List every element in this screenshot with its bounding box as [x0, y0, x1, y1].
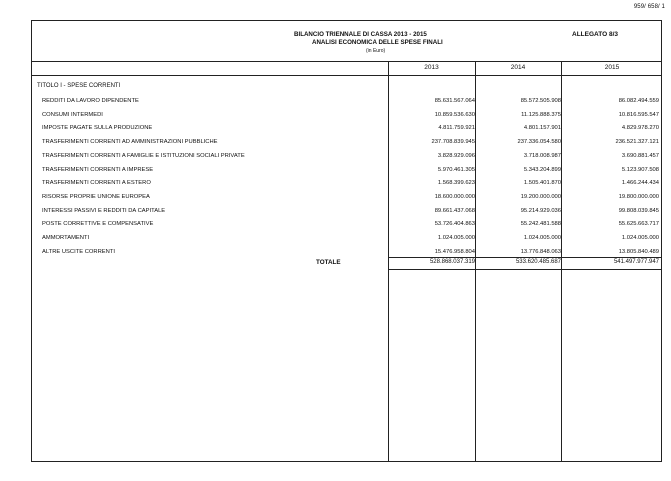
row-value-2014: 1.024.005.000 [523, 235, 561, 241]
year-header-2015: 2015 [604, 64, 620, 71]
report-title: BILANCIO TRIENNALE DI CASSA 2013 - 2015 [294, 31, 427, 38]
row-value-2015: 10.816.595.547 [618, 111, 659, 118]
row-label: TRASFERIMENTI CORRENTI A IMPRESE [42, 166, 154, 173]
row-value-2014: 237.336.054.580 [517, 139, 561, 146]
total-divider [388, 269, 661, 270]
report-table [31, 20, 662, 462]
row-value-2014: 13.776.848.063 [520, 248, 561, 255]
table-row [32, 208, 661, 219]
row-label: TRASFERIMENTI CORRENTI A ESTERO [42, 180, 151, 187]
row-value-2013: 4.811.759.921 [438, 125, 475, 132]
row-label: REDDITI DA LAVORO DIPENDENTE [42, 98, 139, 104]
row-label: TRASFERIMENTI CORRENTI A FAMIGLIE E ISTITUZIONI SOCIALI PRIVATE [42, 152, 245, 159]
table-row [32, 98, 661, 109]
page-number: 959/ 658/ 1 [633, 4, 665, 10]
row-value-2014: 19.200.000.000 [520, 193, 561, 200]
total-2015: 541.497.977.947 [613, 259, 659, 265]
row-value-2015: 55.625.663.717 [618, 221, 659, 228]
row-label: ALTRE USCITE CORRENTI [42, 248, 116, 255]
table-row [32, 139, 661, 150]
table-row [32, 221, 661, 232]
table-row [32, 125, 661, 136]
row-value-2014: 5.343.204.899 [523, 166, 561, 173]
row-value-2014: 1.505.401.870 [523, 180, 561, 187]
total-2014: 533.620.485.687 [515, 259, 561, 265]
row-value-2015: 99.808.039.845 [618, 207, 659, 214]
year-header-2013: 2013 [424, 64, 439, 71]
row-value-2015: 4.829.978.270 [621, 125, 659, 132]
year-header-2014: 2014 [510, 64, 526, 71]
row-value-2014: 3.718.008.987 [523, 152, 561, 159]
row-label: TRASFERIMENTI CORRENTI AD AMMINISTRAZIONI PUBBLICHE [42, 139, 218, 146]
row-label: CONSUMI INTERMEDI [42, 111, 103, 118]
row-value-2013: 53.726.404.863 [434, 221, 475, 228]
row-value-2014: 95.214.929.036 [520, 207, 561, 214]
section-title: TITOLO I - SPESE CORRENTI [37, 83, 121, 89]
row-value-2013: 1.024.005.000 [437, 235, 475, 241]
row-value-2015: 3.690.881.457 [621, 152, 659, 159]
row-label: AMMORTAMENTI [42, 235, 90, 241]
row-value-2015: 5.123.907.508 [621, 166, 659, 173]
allegato-label: ALLEGATO 8/3 [572, 31, 618, 38]
row-value-2013: 3.828.929.096 [437, 152, 475, 159]
row-value-2014: 55.242.481.588 [520, 221, 561, 228]
row-label: INTERESSI PASSIVI E REDDITI DA CAPITALE [42, 207, 166, 214]
table-row [32, 235, 661, 246]
row-value-2015: 86.082.494.559 [618, 98, 659, 104]
table-row [32, 153, 661, 164]
table-row [32, 167, 661, 178]
row-value-2014: 85.572.505.908 [520, 98, 561, 104]
row-value-2014: 4.801.157.901 [523, 125, 561, 132]
row-label: IMPOSTE PAGATE SULLA PRODUZIONE [42, 125, 153, 132]
total-label: TOTALE [316, 259, 341, 266]
row-value-2013: 85.631.567.064 [434, 98, 475, 104]
row-value-2013: 89.661.437.068 [434, 207, 475, 214]
row-value-2015: 1.024.005.000 [621, 235, 659, 241]
row-value-2015: 13.805.840.489 [618, 248, 659, 255]
row-label: POSTE CORRETTIVE E COMPENSATIVE [42, 221, 154, 228]
row-value-2014: 11.125.888.375 [521, 111, 561, 118]
report-header [32, 21, 661, 62]
total-divider [388, 257, 661, 258]
row-value-2013: 15.476.958.804 [434, 248, 475, 255]
row-value-2013: 5.970.461.305 [437, 166, 475, 173]
total-2013: 528.868.037.319 [429, 259, 475, 265]
row-value-2013: 10.859.536.630 [434, 111, 475, 118]
row-value-2015: 236.521.327.121 [615, 139, 659, 146]
row-value-2013: 237.708.839.945 [431, 139, 475, 146]
table-row [32, 180, 661, 191]
row-label: RISORSE PROPRIE UNIONE EUROPEA [42, 193, 150, 200]
report-subtitle: ANALISI ECONOMICA DELLE SPESE FINALI [312, 39, 443, 46]
row-value-2013: 1.568.399.623 [437, 180, 475, 187]
unit-label: (in Euro) [366, 48, 386, 54]
row-value-2013: 18.600.000.000 [434, 193, 475, 200]
header-divider [32, 75, 661, 76]
row-value-2015: 1.466.244.434 [621, 180, 659, 187]
table-row [32, 194, 661, 205]
row-value-2015: 19.800.000.000 [618, 193, 659, 200]
table-row [32, 112, 661, 123]
